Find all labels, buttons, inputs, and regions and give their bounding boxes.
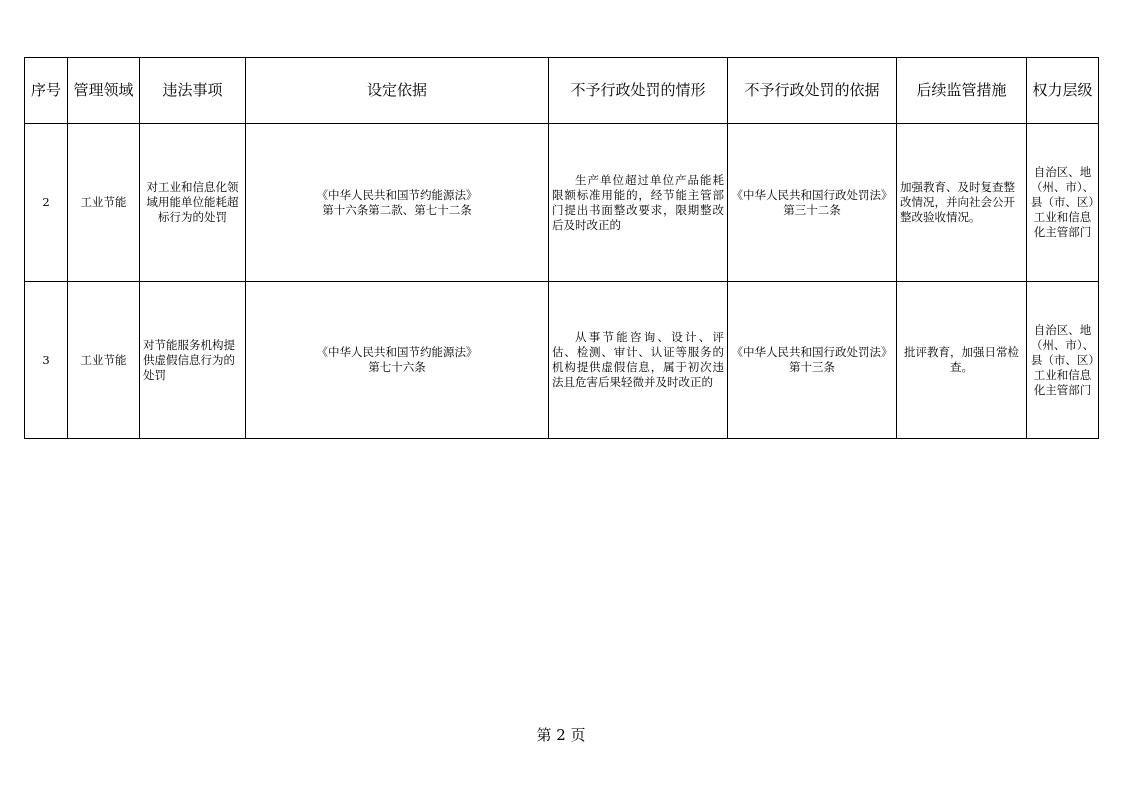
table-row	[25, 124, 1099, 282]
cell-seq: 3	[25, 282, 68, 439]
cell-no-penalty-case	[549, 282, 728, 439]
header-basis: 设定依据	[246, 58, 549, 124]
table-row	[25, 282, 1099, 439]
no-penalty-case-text: 从事节能咨询、设计、评估、检测、审计、认证等服务的机构提供虚假信息，属于初次违法且危害后果轻微并及时改正的	[552, 330, 724, 389]
cell-basis	[246, 124, 549, 282]
cell-followup: 加强教育、及时复查整改情况，并向社会公开整改验收情况。	[897, 124, 1027, 282]
cell-violation: 对节能服务机构提供虚假信息行为的处罚	[140, 282, 246, 439]
cell-basis	[246, 282, 549, 439]
no-penalty-case-text: 生产单位超过单位产品能耗限额标准用能的，经节能主管部门提出书面整改要求，限期整改后及时改正的	[552, 172, 724, 232]
regulation-table	[24, 57, 1099, 439]
cell-no-penalty-case	[549, 124, 728, 282]
cell-seq: 2	[25, 124, 68, 282]
header-violation: 违法事项	[140, 58, 246, 124]
basis-line-1: 《中华人民共和国节约能源法》	[316, 187, 478, 202]
header-domain: 管理领域	[68, 58, 140, 124]
cell-authority: 自治区、地（州、市）、县（市、区）工业和信息化主管部门	[1027, 124, 1099, 282]
basis-line-2: 第七十六条	[368, 360, 426, 374]
cell-domain: 工业节能	[68, 124, 140, 282]
header-no-penalty-basis: 不予行政处罚的依据	[728, 58, 897, 124]
cell-no-penalty-basis: 《中华人民共和国行政处罚法》第十三条	[728, 282, 897, 439]
cell-authority: 自治区、地（州、市）、县（市、区）工业和信息化主管部门	[1027, 282, 1099, 439]
basis-line-2: 第十六条第二款、第七十二条	[322, 202, 472, 217]
header-authority: 权力层级	[1027, 58, 1099, 124]
header-row	[25, 58, 1099, 124]
page-number: 第 2 页	[536, 726, 586, 744]
cell-domain: 工业节能	[68, 282, 140, 439]
cell-violation: 对工业和信息化领域用能单位能耗超标行为的处罚	[140, 124, 246, 282]
header-no-penalty-case: 不予行政处罚的情形	[549, 58, 728, 124]
basis-line-1: 《中华人民共和国节约能源法》	[316, 345, 478, 359]
header-seq: 序号	[25, 58, 68, 124]
cell-no-penalty-basis: 《中华人民共和国行政处罚法》第三十二条	[728, 124, 897, 282]
cell-followup: 批评教育，加强日常检查。	[897, 282, 1027, 439]
header-followup: 后续监管措施	[897, 58, 1027, 124]
